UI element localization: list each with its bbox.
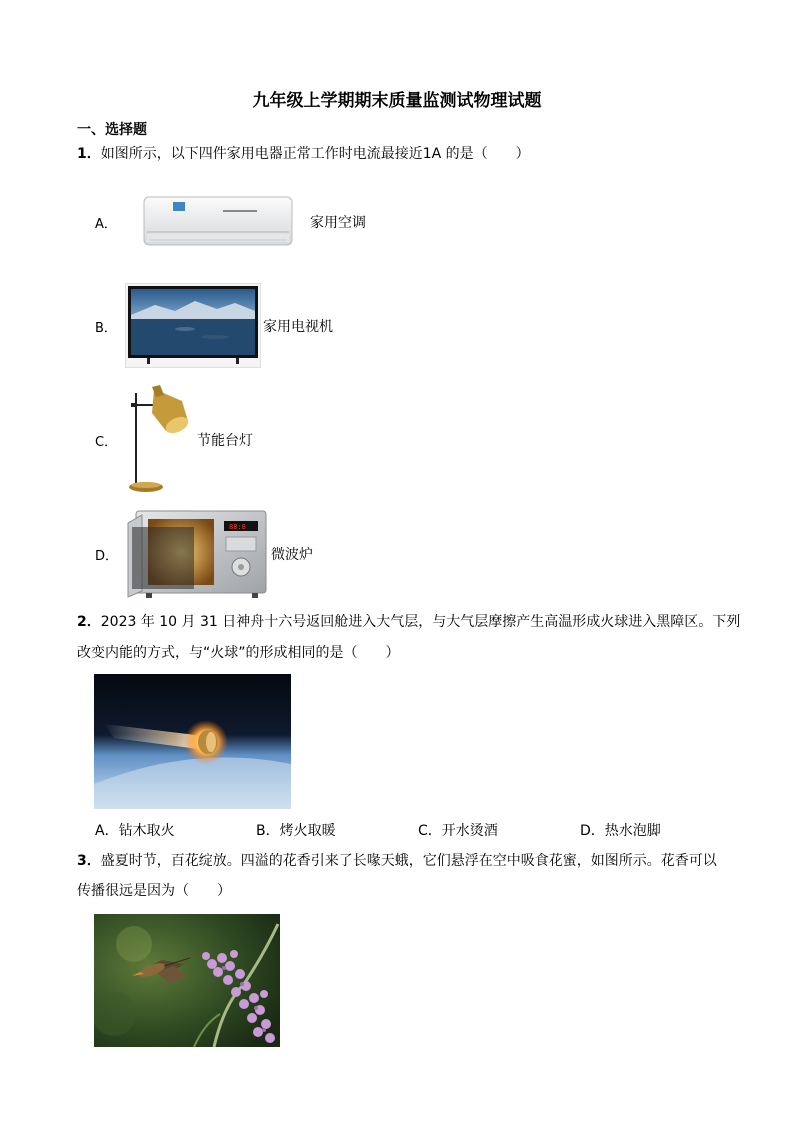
question-number: 1． [77,146,101,162]
section-heading: 一、选择题 [77,122,147,138]
question-text: 盛夏时节，百花绽放。四溢的花香引来了长喙天蛾，它们悬浮在空中吸食花蜜，如图所示。花香可以 [100,853,717,869]
question-number: 3． [77,853,101,869]
option-a-label: 家用空调 [310,215,366,231]
option-c-letter: C． [95,435,118,450]
svg-text:88:8: 88:8 [229,523,246,531]
microwave-oven-icon [126,509,268,601]
hawk-moth-image [94,914,280,1047]
option-c-label: 节能台灯 [197,433,253,449]
option-a-letter: A． [95,217,117,232]
page-title: 九年级上学期期末质量监测试物理试题 [252,91,542,111]
question-2-line-2: 改变内能的方式，与“火球”的形成相同的是（ ） [77,645,400,661]
option-b-letter: B． [95,321,117,336]
q2-option-b: B．烤火取暖 [256,823,336,839]
q2-option-c: C．开水烫酒 [418,823,498,839]
q2-option-d: D．热水泡脚 [580,823,661,839]
option-b-label: 家用电视机 [263,319,333,335]
option-d-label: 微波炉 [271,547,313,563]
question-3-line-2: 传播很远是因为（ ） [77,883,231,899]
air-conditioner-icon [143,196,293,248]
desk-lamp-icon [124,383,194,495]
question-text: 如图所示，以下四件家用电器正常工作时电流最接近1A 的是（ ） [100,146,530,162]
question-3-line-1 [77,851,717,871]
q2-option-a: A．钻木取火 [95,823,175,839]
question-number: 2． [77,614,101,630]
question-1 [77,144,530,164]
question-2-line-1 [77,612,740,632]
question-text: 2023 年 10 月 31 日神舟十六号返回舱进入大气层，与大气层摩擦产生高温形成火球进入黑障区。下列 [100,614,741,630]
option-d-letter: D． [95,549,119,564]
reentry-fireball-image [94,674,291,809]
television-icon [125,283,261,368]
